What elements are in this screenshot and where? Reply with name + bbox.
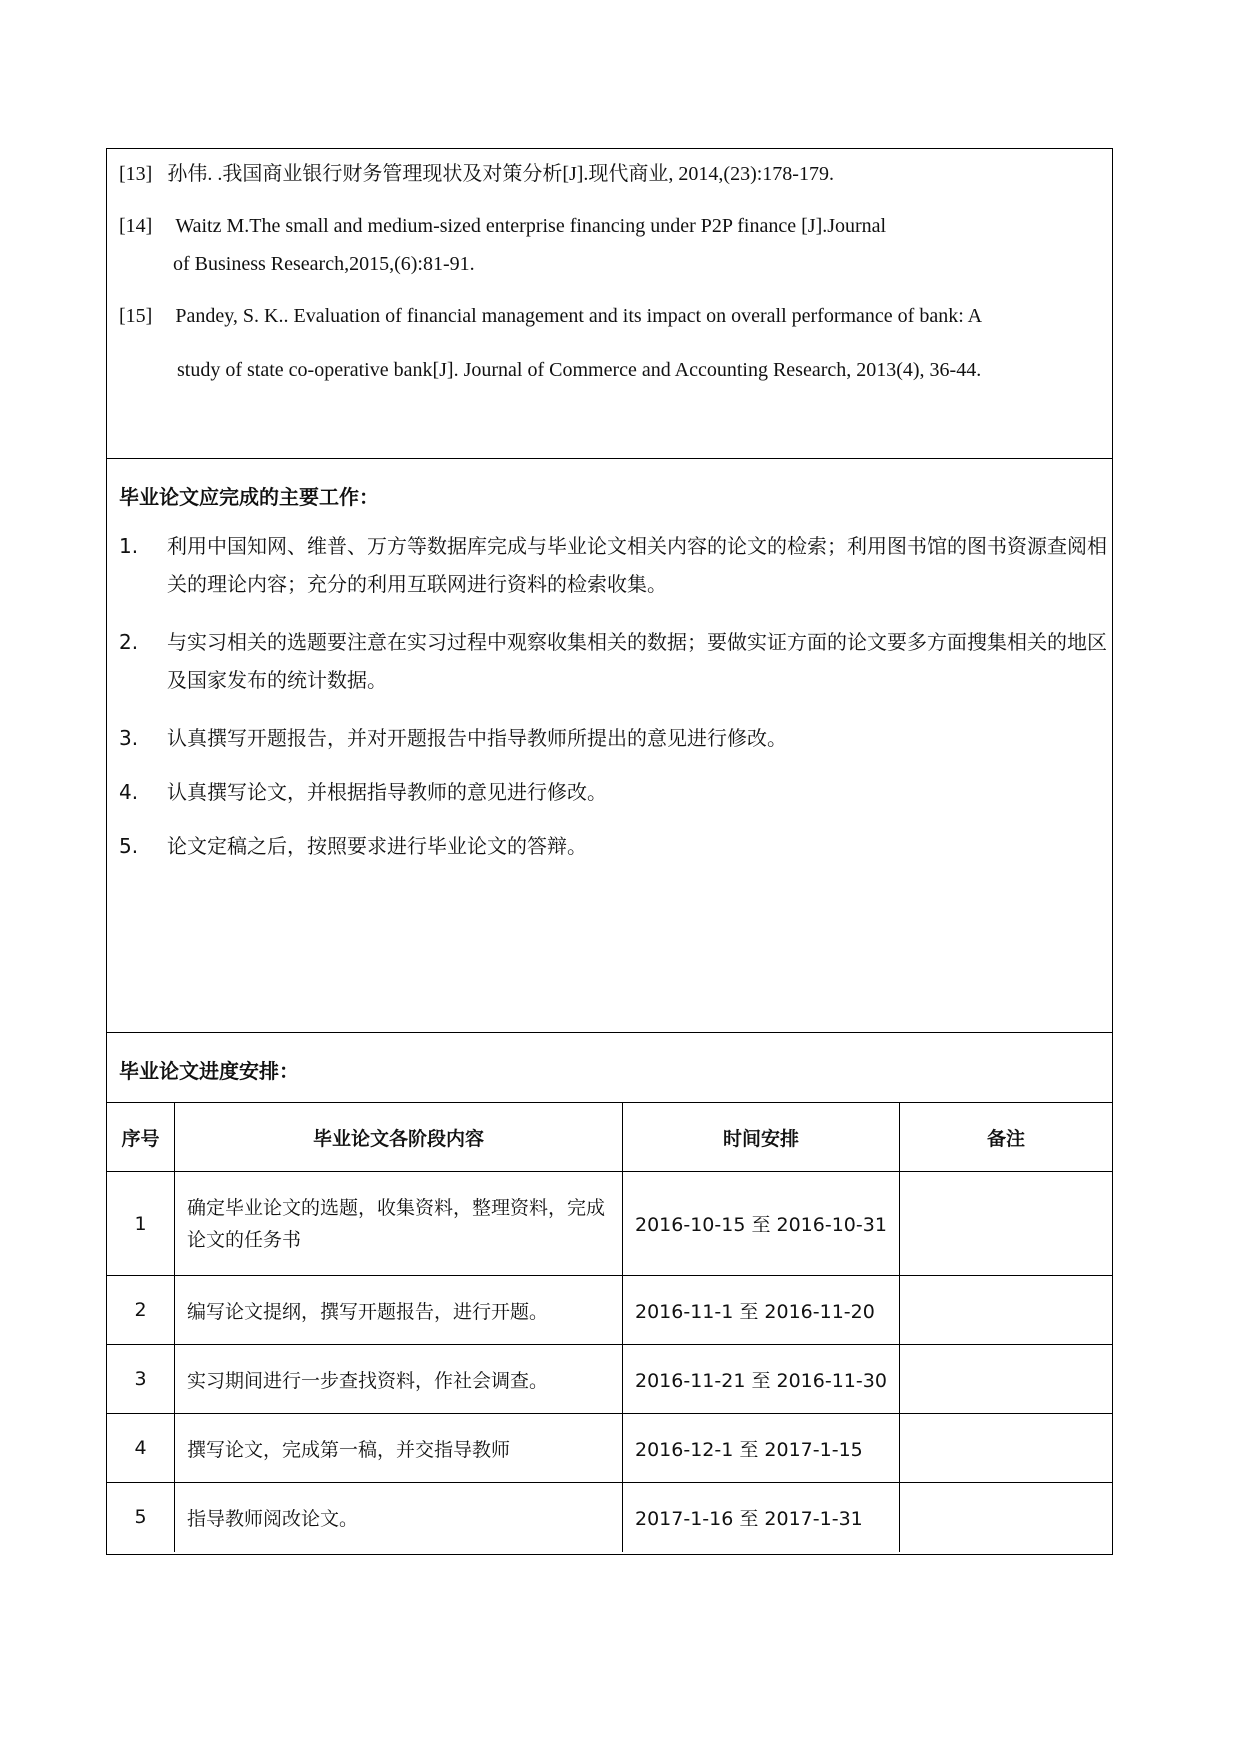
document-frame	[106, 148, 1113, 1555]
column-header: 备注	[899, 1103, 1112, 1172]
row-time: 2016-11-21 至 2016-11-30	[623, 1345, 900, 1414]
main-work-section	[107, 459, 1112, 1033]
item-number: 3.	[119, 726, 139, 750]
item-text: 认真撰写论文，并根据指导教师的意见进行修改。	[167, 780, 607, 804]
column-header: 时间安排	[623, 1103, 900, 1172]
reference-14	[119, 207, 886, 245]
reference-number: [15]	[119, 305, 153, 327]
item-text: 认真撰写开题报告，并对开题报告中指导教师所提出的意见进行修改。	[167, 726, 787, 750]
row-note	[899, 1276, 1112, 1345]
reference-number: [13]	[119, 163, 153, 185]
row-content: 实习期间进行一步查找资料，作社会调查。	[175, 1345, 623, 1414]
reference-15	[119, 297, 982, 335]
reference-13	[119, 155, 834, 193]
reference-text: 孙伟. .我国商业银行财务管理现状及对策分析[J].现代商业, 2014,(23):178-179.	[167, 163, 834, 185]
table-row	[107, 1414, 1112, 1483]
item-number: 2.	[119, 630, 139, 654]
reference-14-cont: of Business Research,2015,(6):81-91.	[173, 253, 475, 275]
row-content: 编写论文提纲，撰写开题报告，进行开题。	[175, 1276, 623, 1345]
item-text: 利用中国知网、维普、万方等数据库完成与毕业论文相关内容的论文的检索；利用图书馆的图书资源查阅相关的理论内容；充分的利用互联网进行资料的检索收集。	[167, 534, 1107, 596]
column-header: 序号	[107, 1103, 175, 1172]
row-content: 确定毕业论文的选题，收集资料，整理资料，完成论文的任务书	[175, 1172, 623, 1276]
row-number: 5	[107, 1483, 175, 1552]
row-note	[899, 1345, 1112, 1414]
table-row	[107, 1172, 1112, 1276]
table-row	[107, 1483, 1112, 1552]
table-row	[107, 1276, 1112, 1345]
item-text: 论文定稿之后，按照要求进行毕业论文的答辩。	[167, 834, 587, 858]
table-header-row	[107, 1103, 1112, 1172]
row-note	[899, 1414, 1112, 1483]
references-section	[107, 149, 1112, 459]
reference-15-cont: study of state co-operative bank[J]. Journal of Commerce and Accounting Research, 2013(4), 36-44.	[177, 359, 982, 381]
row-time: 2016-10-15 至 2016-10-31	[623, 1172, 900, 1276]
row-number: 4	[107, 1414, 175, 1483]
row-note	[899, 1483, 1112, 1552]
row-number: 1	[107, 1172, 175, 1276]
item-text: 与实习相关的选题要注意在实习过程中观察收集相关的数据；要做实证方面的论文要多方面搜集相关的地区及国家发布的统计数据。	[167, 630, 1107, 692]
schedule-table	[107, 1103, 1112, 1552]
reference-text: Waitz M.The small and medium-sized enterprise financing under P2P finance [J].Journal	[175, 215, 887, 237]
reference-number: [14]	[119, 215, 153, 237]
schedule-section	[107, 1033, 1112, 1103]
row-number: 2	[107, 1276, 175, 1345]
row-note	[899, 1172, 1112, 1276]
item-number: 4.	[119, 780, 139, 804]
schedule-heading: 毕业论文进度安排：	[119, 1059, 299, 1083]
item-number: 1.	[119, 534, 139, 558]
row-time: 2017-1-16 至 2017-1-31	[623, 1483, 900, 1552]
table-row	[107, 1345, 1112, 1414]
main-work-heading: 毕业论文应完成的主要工作：	[119, 485, 379, 509]
row-time: 2016-11-1 至 2016-11-20	[623, 1276, 900, 1345]
reference-text: Pandey, S. K.. Evaluation of financial management and its impact on overall performance of bank: A	[175, 305, 983, 327]
row-content: 指导教师阅改论文。	[175, 1483, 623, 1552]
row-number: 3	[107, 1345, 175, 1414]
column-header: 毕业论文各阶段内容	[175, 1103, 623, 1172]
row-content: 撰写论文，完成第一稿，并交指导教师	[175, 1414, 623, 1483]
item-number: 5.	[119, 834, 139, 858]
row-time: 2016-12-1 至 2017-1-15	[623, 1414, 900, 1483]
